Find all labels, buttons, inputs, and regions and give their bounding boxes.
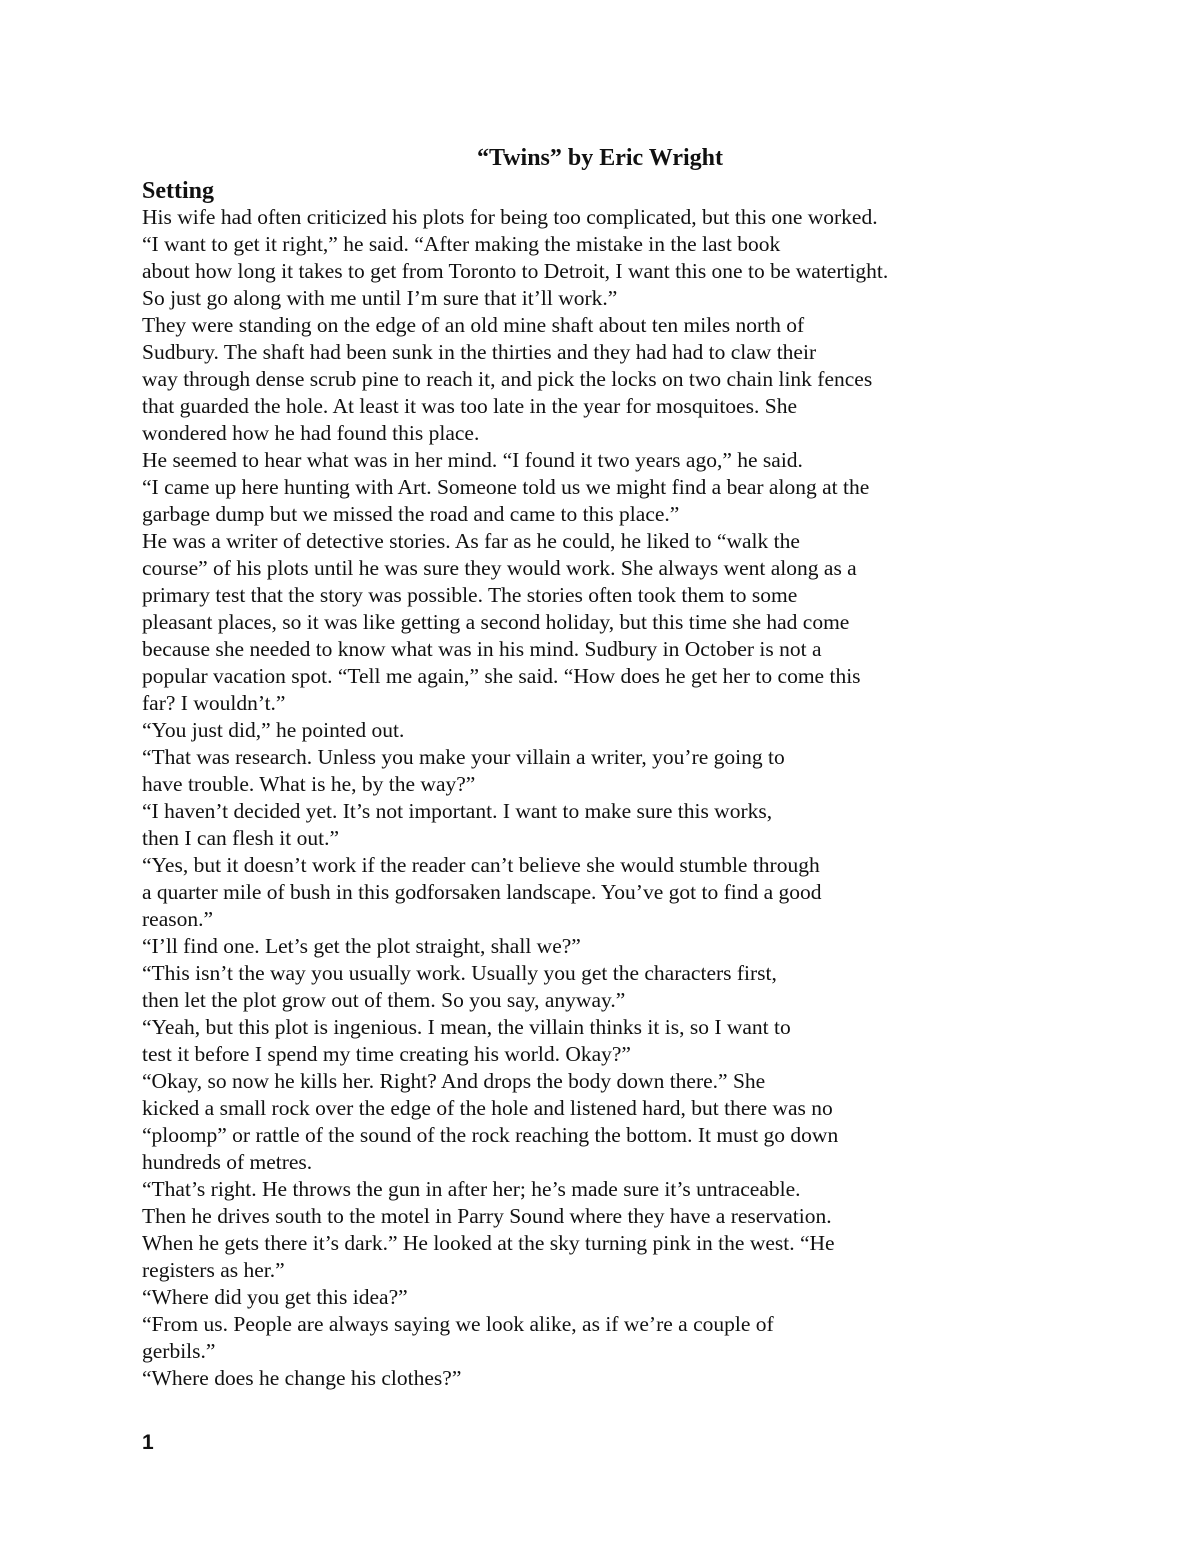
text-line: popular vacation spot. “Tell me again,” she said. “How does he get her to come this xyxy=(142,664,861,688)
text-line: “That was research. Unless you make your villain a writer, you’re going to xyxy=(142,745,785,769)
text-line: He was a writer of detective stories. As far as he could, he liked to “walk the xyxy=(142,529,800,553)
text-line: “That’s right. He throws the gun in after her; he’s made sure it’s untraceable. xyxy=(142,1177,801,1201)
text-line: So just go along with me until I’m sure that it’ll work.” xyxy=(142,286,618,310)
text-line: that guarded the hole. At least it was too late in the year for mosquitoes. She xyxy=(142,394,797,418)
text-line: kicked a small rock over the edge of the hole and listened hard, but there was no xyxy=(142,1096,833,1120)
text-line: When he gets there it’s dark.” He looked at the sky turning pink in the west. “He xyxy=(142,1231,835,1255)
text-line: “Where did you get this idea?” xyxy=(142,1285,408,1309)
text-line: “ploomp” or rattle of the sound of the rock reaching the bottom. It must go down xyxy=(142,1123,839,1147)
text-line: “Yes, but it doesn’t work if the reader can’t believe she would stumble through xyxy=(142,853,820,877)
text-line: “I want to get it right,” he said. “After making the mistake in the last book xyxy=(142,232,781,256)
document-title: “Twins” by Eric Wright xyxy=(476,145,724,171)
text-line: “Okay, so now he kills her. Right? And drops the body down there.” She xyxy=(142,1069,766,1093)
text-line: have trouble. What is he, by the way?” xyxy=(142,772,476,796)
text-line: “You just did,” he pointed out. xyxy=(142,718,405,742)
text-line: because she needed to know what was in his mind. Sudbury in October is not a xyxy=(142,637,822,661)
text-line: wondered how he had found this place. xyxy=(142,421,480,445)
text-line: primary test that the story was possible. The stories often took them to some xyxy=(142,583,798,607)
section-heading: Setting xyxy=(142,178,214,204)
text-line: far? I wouldn’t.” xyxy=(142,691,286,715)
text-line: “Yeah, but this plot is ingenious. I mean, the villain thinks it is, so I want to xyxy=(142,1015,791,1039)
text-line: way through dense scrub pine to reach it, and pick the locks on two chain link fences xyxy=(142,367,873,391)
text-line: “From us. People are always saying we look alike, as if we’re a couple of xyxy=(142,1312,774,1336)
story-body xyxy=(142,204,1142,1392)
text-line: Sudbury. The shaft had been sunk in the thirties and they had had to claw their xyxy=(142,340,817,364)
text-line: garbage dump but we missed the road and came to this place.” xyxy=(142,502,680,526)
page-number: 1 xyxy=(142,1431,154,1454)
text-line: about how long it takes to get from Toronto to Detroit, I want this one to be watertight. xyxy=(142,259,889,283)
text-line: then I can flesh it out.” xyxy=(142,826,340,850)
text-line: “I’ll find one. Let’s get the plot straight, shall we?” xyxy=(142,934,581,958)
text-line: “Where does he change his clothes?” xyxy=(142,1366,462,1390)
text-line: hundreds of metres. xyxy=(142,1150,313,1174)
text-line: gerbils.” xyxy=(142,1339,216,1363)
text-line: “This isn’t the way you usually work. Usually you get the characters first, xyxy=(142,961,777,985)
text-line: “I came up here hunting with Art. Someone told us we might find a bear along at the xyxy=(142,475,870,499)
text-line: He seemed to hear what was in her mind. “I found it two years ago,” he said. xyxy=(142,448,803,472)
text-line: course” of his plots until he was sure they would work. She always went along as a xyxy=(142,556,857,580)
text-line: a quarter mile of bush in this godforsaken landscape. You’ve got to find a good xyxy=(142,880,822,904)
text-line: “I haven’t decided yet. It’s not important. I want to make sure this works, xyxy=(142,799,773,823)
text-line: pleasant places, so it was like getting a second holiday, but this time she had come xyxy=(142,610,850,634)
text-line: His wife had often criticized his plots for being too complicated, but this one worked. xyxy=(142,205,878,229)
text-line: Then he drives south to the motel in Parry Sound where they have a reservation. xyxy=(142,1204,832,1228)
text-line: registers as her.” xyxy=(142,1258,285,1282)
text-line: then let the plot grow out of them. So you say, anyway.” xyxy=(142,988,626,1012)
text-line: test it before I spend my time creating his world. Okay?” xyxy=(142,1042,631,1066)
text-line: reason.” xyxy=(142,907,214,931)
text-line: They were standing on the edge of an old mine shaft about ten miles north of xyxy=(142,313,805,337)
